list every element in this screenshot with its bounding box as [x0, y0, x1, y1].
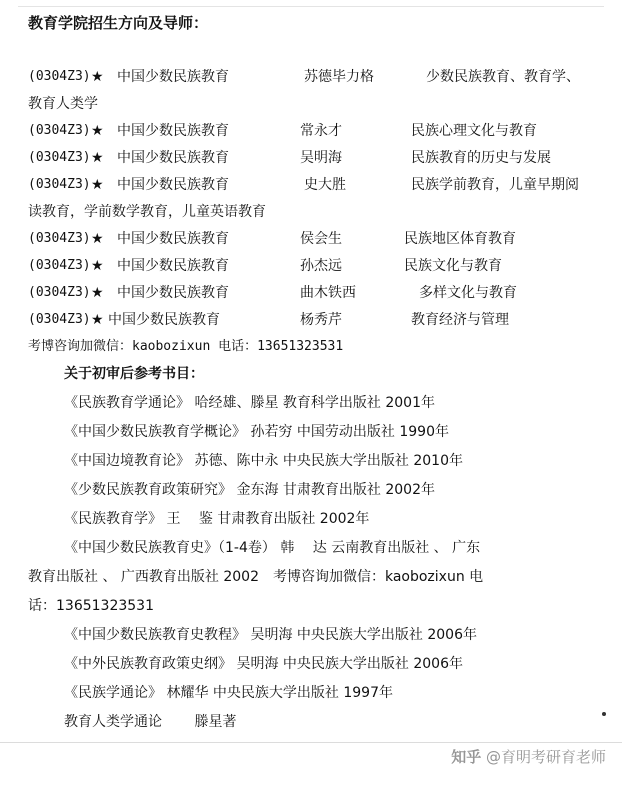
program-direction: 少数民族教育、教育学、 [426, 69, 580, 85]
program-code: (0304Z3) [28, 258, 91, 273]
star-icon: ★ [91, 69, 104, 85]
program-row [0, 147, 622, 169]
program-major: 中国少数民族教育 [117, 285, 229, 301]
program-row [0, 174, 622, 196]
program-row [0, 255, 622, 277]
book-entry: 《民族学通论》 林耀华 中央民族大学出版社 1997年 [64, 685, 393, 701]
book-entry: 《中国边境教育论》 苏德、陈中永 中央民族大学出版社 2010年 [64, 453, 463, 469]
program-major: 中国少数民族教育 [117, 258, 229, 274]
program-row [0, 228, 622, 250]
program-direction-continued: 读教育，学前数学教育，儿童英语教育 [28, 204, 266, 220]
program-row [0, 120, 622, 142]
contact-line: 考博咨询加微信：kaobozixun 电话：13651323531 [28, 339, 344, 354]
program-direction: 民族教育的历史与发展 [411, 150, 551, 166]
book-entry: 《中国少数民族教育史教程》 吴明海 中央民族大学出版社 2006年 [64, 627, 477, 643]
program-advisor: 吴明海 [300, 150, 342, 166]
program-direction: 民族心理文化与教育 [411, 123, 537, 139]
program-direction: 民族学前教育，儿童早期阅 [411, 177, 579, 193]
program-major: 中国少数民族教育 [117, 150, 229, 166]
book-entry: 《中国少数民族教育学概论》 孙若穷 中国劳动出版社 1990年 [64, 424, 449, 440]
program-row [0, 66, 622, 88]
top-divider [18, 6, 604, 7]
book-entry: 《中外民族教育政策史纲》 吴明海 中央民族大学出版社 2006年 [64, 656, 463, 672]
watermark-author: @育明考研育老师 [485, 748, 606, 766]
program-direction-continued: 教育人类学 [28, 96, 98, 112]
program-major: 中国少数民族教育 [117, 69, 229, 85]
program-row [0, 282, 622, 304]
book-entry: 教育人类学通论 滕星著 [64, 714, 237, 730]
program-advisor: 苏德毕力格 [304, 69, 374, 85]
program-advisor: 史大胜 [304, 177, 346, 193]
bullet-dot [602, 712, 606, 716]
watermark [451, 746, 606, 767]
star-icon: ★ [91, 258, 104, 274]
program-advisor: 曲木铁西 [300, 285, 356, 301]
book-entry: 《中国少数民族教育史》（1-4卷） 韩 达 云南教育出版社 、 广东 [64, 540, 481, 556]
program-direction: 教育经济与管理 [411, 312, 509, 328]
star-icon: ★ [91, 177, 104, 193]
program-code: (0304Z3) [28, 177, 91, 192]
program-major: 中国少数民族教育 [108, 312, 220, 328]
program-advisor: 常永才 [300, 123, 342, 139]
program-row [0, 309, 622, 331]
book-entry-continued: 话：13651323531 [28, 598, 154, 614]
star-icon: ★ [91, 285, 104, 301]
program-code: (0304Z3) [28, 69, 91, 84]
program-advisor: 杨秀芹 [300, 312, 342, 328]
bottom-divider [0, 742, 622, 743]
program-major: 中国少数民族教育 [117, 177, 229, 193]
book-entry: 《民族教育学》 王 鉴 甘肃教育出版社 2002年 [64, 511, 370, 527]
star-icon: ★ [91, 150, 104, 166]
program-advisor: 孙杰远 [300, 258, 342, 274]
program-code: (0304Z3) [28, 285, 91, 300]
books-heading: 关于初审后参考书目： [64, 366, 204, 382]
page-title: 教育学院招生方向及导师： [28, 14, 209, 32]
book-entry: 《民族教育学通论》 哈经雄、滕星 教育科学出版社 2001年 [64, 395, 435, 411]
book-entry-continued: 教育出版社 、 广西教育出版社 2002 考博咨询加微信：kaobozixun 电 [28, 569, 484, 585]
program-major: 中国少数民族教育 [117, 231, 229, 247]
program-direction: 民族文化与教育 [404, 258, 502, 274]
program-code: (0304Z3) [28, 231, 91, 246]
program-code: (0304Z3) [28, 312, 91, 327]
book-entry: 《少数民族教育政策研究》 金东海 甘肃教育出版社 2002年 [64, 482, 435, 498]
program-code: (0304Z3) [28, 150, 91, 165]
program-direction: 民族地区体育教育 [404, 231, 516, 247]
program-direction: 多样文化与教育 [419, 285, 517, 301]
star-icon: ★ [91, 312, 104, 328]
watermark-brand: 知乎 [451, 748, 482, 766]
program-advisor: 侯会生 [300, 231, 342, 247]
program-major: 中国少数民族教育 [117, 123, 229, 139]
star-icon: ★ [91, 231, 104, 247]
star-icon: ★ [91, 123, 104, 139]
program-code: (0304Z3) [28, 123, 91, 138]
